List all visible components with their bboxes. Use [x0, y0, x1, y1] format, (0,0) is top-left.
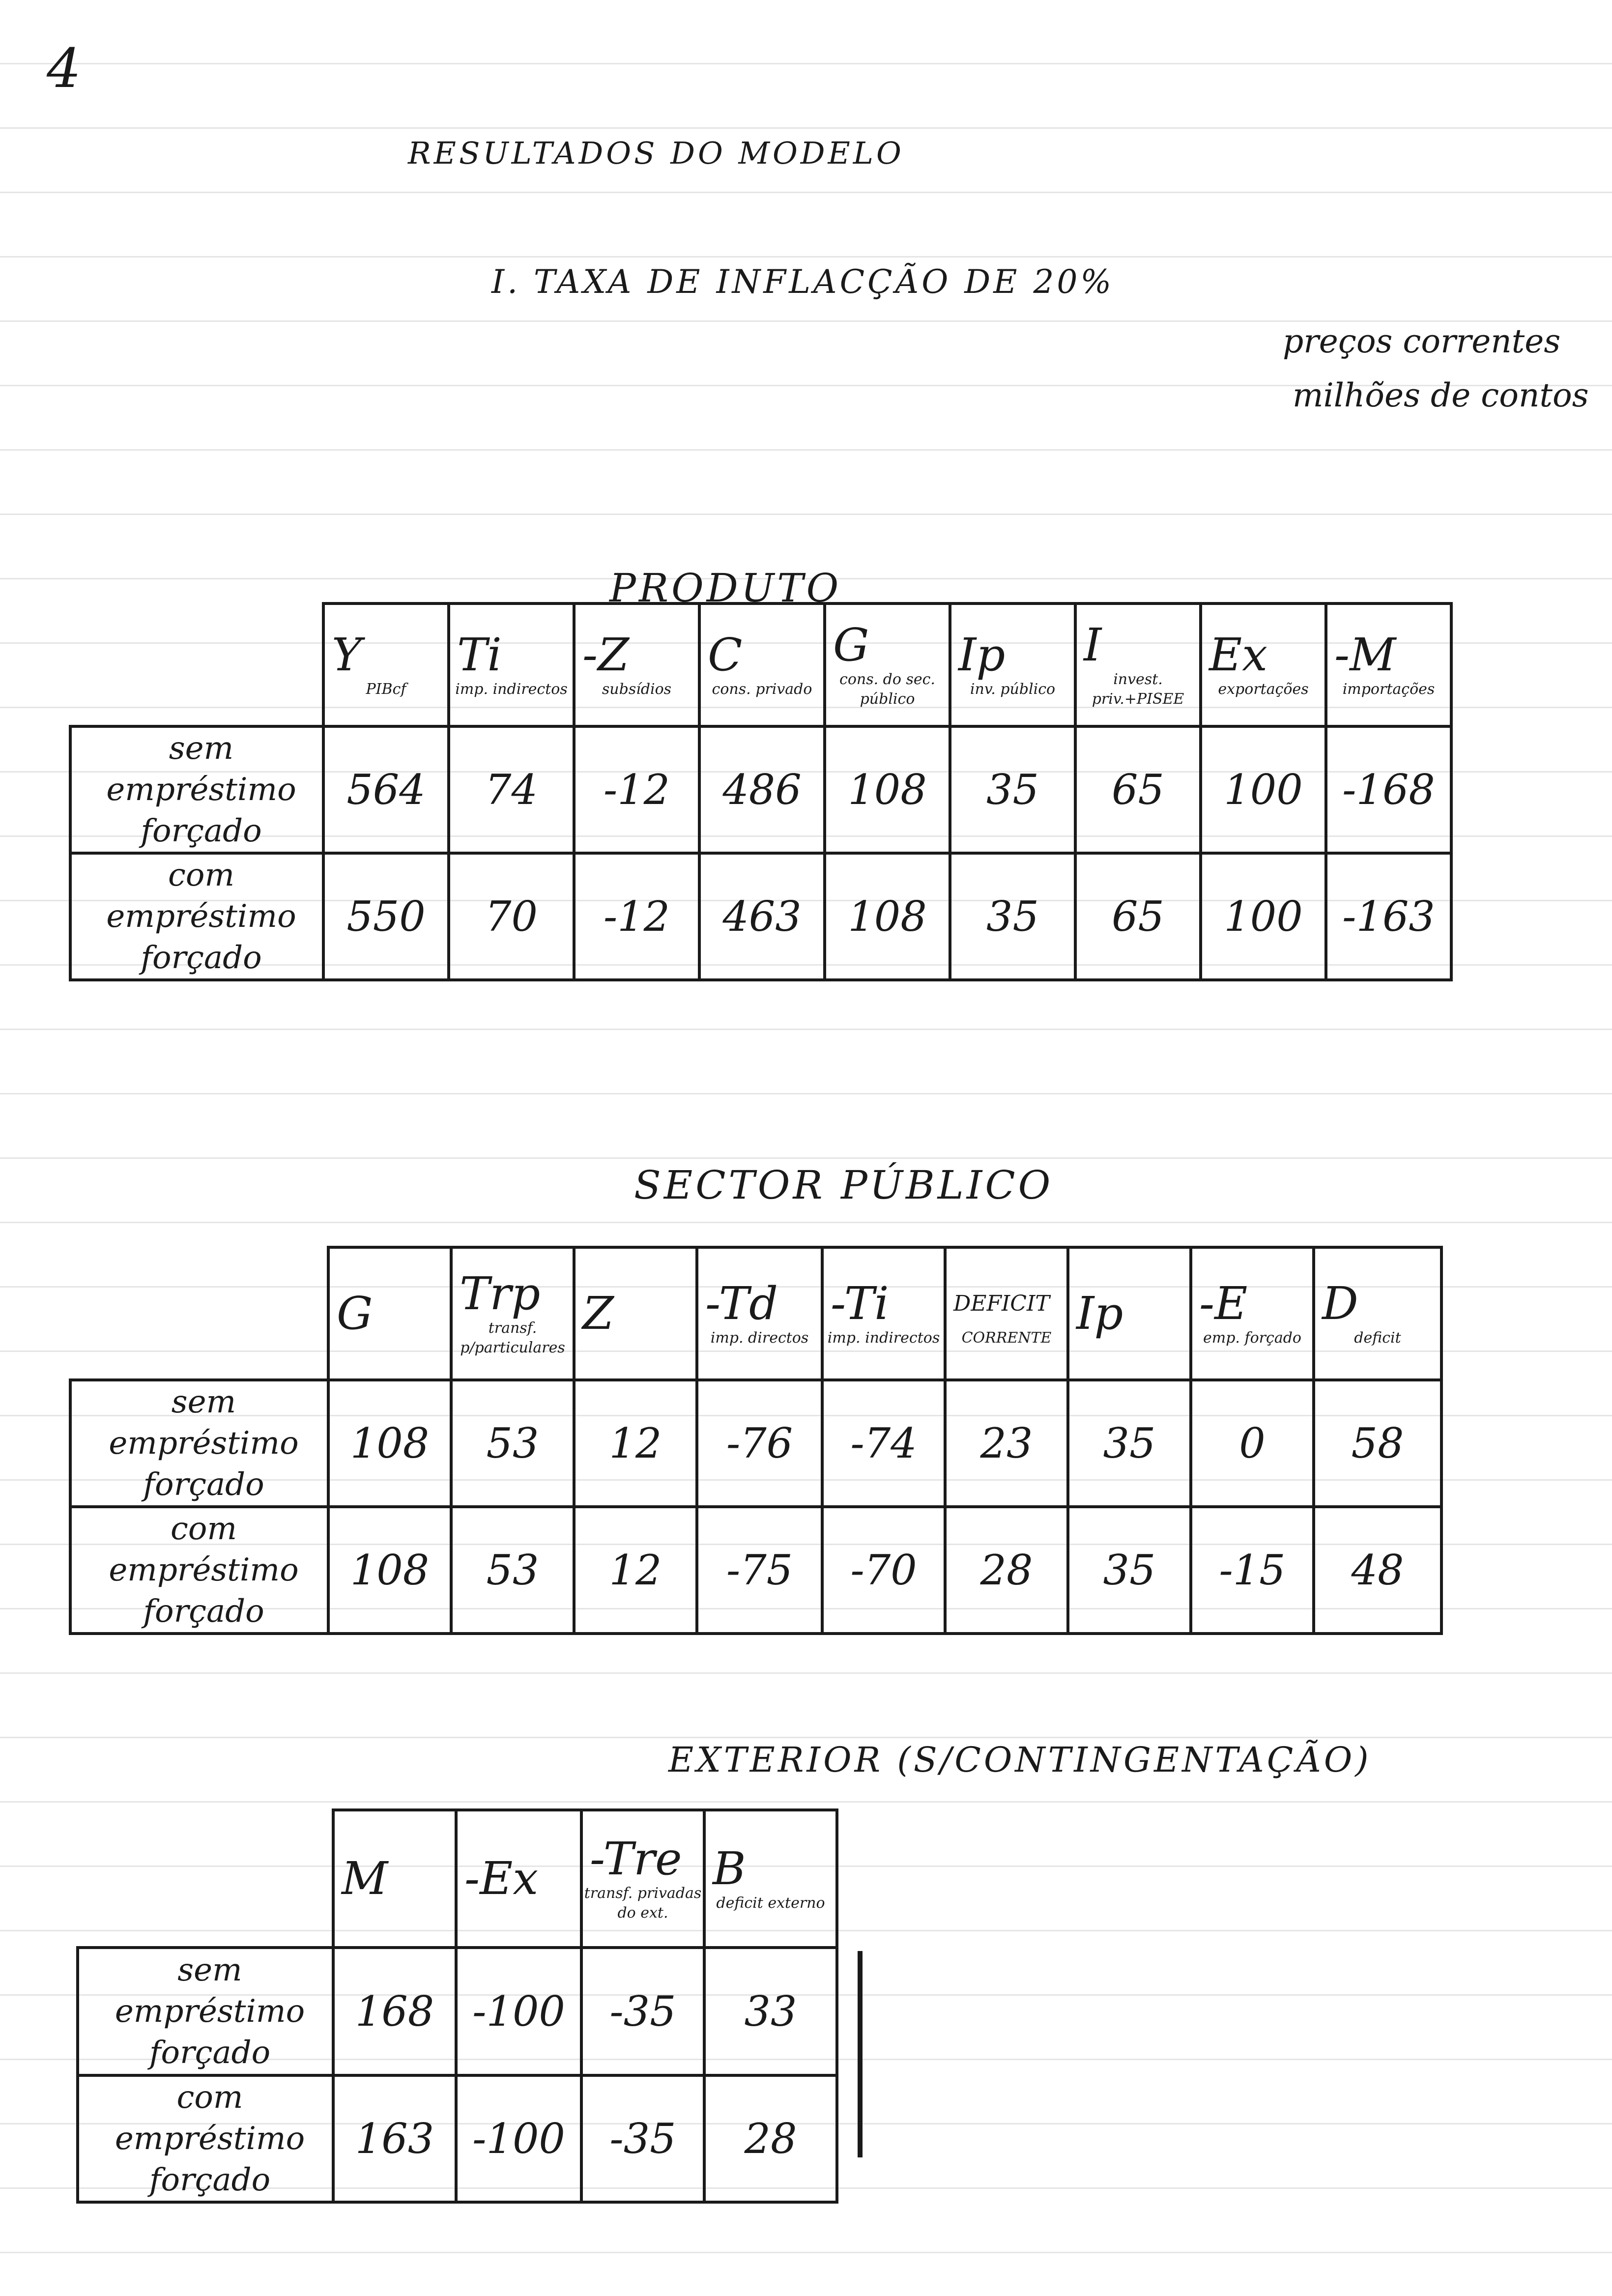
table-cell: 12: [574, 1507, 697, 1634]
section-title: I. TAXA DE INFLACÇÃO DE 20%: [491, 263, 1115, 301]
produto-header-row: [70, 603, 1451, 726]
row-label: sem empréstimo forçado: [70, 1380, 328, 1507]
sector-publico-col-header: -Td imp. directos: [697, 1247, 822, 1380]
table-cell: -100: [456, 1948, 581, 2075]
row-label: sem empréstimo forçado: [70, 726, 323, 853]
table-cell: -76: [697, 1380, 822, 1507]
table-cell: 28: [945, 1507, 1068, 1634]
produto-corner: [70, 603, 323, 726]
table-cell: 163: [333, 2075, 456, 2202]
table-row: [70, 726, 1451, 853]
exterior-side-bracket: [858, 1951, 863, 2157]
table-row: [70, 1507, 1441, 1634]
units-note: [1283, 315, 1589, 423]
produto-col-header: Ti imp. indirectos: [449, 603, 574, 726]
table-row: [78, 2075, 837, 2202]
table-cell: 0: [1191, 1380, 1314, 1507]
table-cell: 74: [449, 726, 574, 853]
exterior-table: [76, 1808, 838, 2204]
table-cell: 35: [950, 853, 1075, 980]
row-label: sem empréstimo forçado: [78, 1948, 333, 2075]
table-cell: -75: [697, 1507, 822, 1634]
produto-table: [69, 602, 1453, 981]
units-line-1: preços correntes: [1283, 322, 1561, 360]
table-cell: 550: [323, 853, 449, 980]
table-cell: -100: [456, 2075, 581, 2202]
table-cell: -163: [1326, 853, 1451, 980]
page-number-mark: 4: [47, 37, 81, 100]
row-label: com empréstimo forçado: [70, 1507, 328, 1634]
main-title: RESULTADOS DO MODELO: [408, 135, 904, 171]
sector-publico-col-header: -Ti imp. indirectos: [822, 1247, 945, 1380]
produto-col-header: -Z subsídios: [574, 603, 699, 726]
produto-col-header: C cons. privado: [699, 603, 825, 726]
table-cell: -15: [1191, 1507, 1314, 1634]
sector-publico-corner: [70, 1247, 328, 1380]
produto-col-header: Ex exportações: [1201, 603, 1326, 726]
row-label: com empréstimo forçado: [78, 2075, 333, 2202]
sector-publico-header-row: [70, 1247, 1441, 1380]
produto-col-header: Y PIBcf: [323, 603, 449, 726]
table-cell: -35: [581, 2075, 704, 2202]
table-cell: -74: [822, 1380, 945, 1507]
table-cell: 23: [945, 1380, 1068, 1507]
produto-col-header: I invest. priv.+PISEE: [1075, 603, 1201, 726]
exterior-col-header: -Tre transf. privadas do ext.: [581, 1810, 704, 1948]
sector-publico-col-header: Ip: [1068, 1247, 1191, 1380]
table-cell: 463: [699, 853, 825, 980]
table-cell: 100: [1201, 726, 1326, 853]
sector-publico-col-header: D deficit: [1314, 1247, 1441, 1380]
sector-publico-col-header: Z: [574, 1247, 697, 1380]
table-row: [70, 1380, 1441, 1507]
table-cell: 35: [1068, 1380, 1191, 1507]
table-cell: -168: [1326, 726, 1451, 853]
table-cell: -12: [574, 853, 699, 980]
table-cell: 168: [333, 1948, 456, 2075]
table-cell: 58: [1314, 1380, 1441, 1507]
table-cell: 28: [704, 2075, 837, 2202]
table-cell: 108: [328, 1380, 451, 1507]
table-cell: -35: [581, 1948, 704, 2075]
table-row: [70, 853, 1451, 980]
sector-publico-table: [69, 1246, 1443, 1635]
table-cell: 53: [451, 1380, 574, 1507]
units-line-2: milhões de contos: [1293, 376, 1589, 414]
table-cell: 48: [1314, 1507, 1441, 1634]
table-cell: 486: [699, 726, 825, 853]
table-cell: 100: [1201, 853, 1326, 980]
sector-publico-col-header: DEFICIT CORRENTE: [945, 1247, 1068, 1380]
produto-col-header: -M importações: [1326, 603, 1451, 726]
table-row: [78, 1948, 837, 2075]
row-label: com empréstimo forçado: [70, 853, 323, 980]
table-cell: 108: [328, 1507, 451, 1634]
table-cell: 65: [1075, 726, 1201, 853]
table-cell: -12: [574, 726, 699, 853]
table-cell: 65: [1075, 853, 1201, 980]
sector-publico-title: SECTOR PÚBLICO: [634, 1162, 1054, 1208]
sector-publico-col-header: -E emp. forçado: [1191, 1247, 1314, 1380]
exterior-header-row: [78, 1810, 837, 1948]
produto-col-header: Ip inv. público: [950, 603, 1075, 726]
exterior-corner: [78, 1810, 333, 1948]
table-cell: 70: [449, 853, 574, 980]
table-cell: 108: [825, 726, 950, 853]
sector-publico-col-header: Trp transf. p/particulares: [451, 1247, 574, 1380]
table-cell: -70: [822, 1507, 945, 1634]
table-cell: 108: [825, 853, 950, 980]
table-cell: 35: [1068, 1507, 1191, 1634]
exterior-title: EXTERIOR (S/CONTINGENTAÇÃO): [668, 1740, 1372, 1780]
table-cell: 35: [950, 726, 1075, 853]
produto-col-header: G cons. do sec. público: [825, 603, 950, 726]
produto-title: PRODUTO: [609, 565, 842, 611]
sector-publico-col-header: G: [328, 1247, 451, 1380]
exterior-col-header: M: [333, 1810, 456, 1948]
exterior-col-header: B deficit externo: [704, 1810, 837, 1948]
table-cell: 53: [451, 1507, 574, 1634]
exterior-col-header: -Ex: [456, 1810, 581, 1948]
table-cell: 564: [323, 726, 449, 853]
table-cell: 12: [574, 1380, 697, 1507]
table-cell: 33: [704, 1948, 837, 2075]
